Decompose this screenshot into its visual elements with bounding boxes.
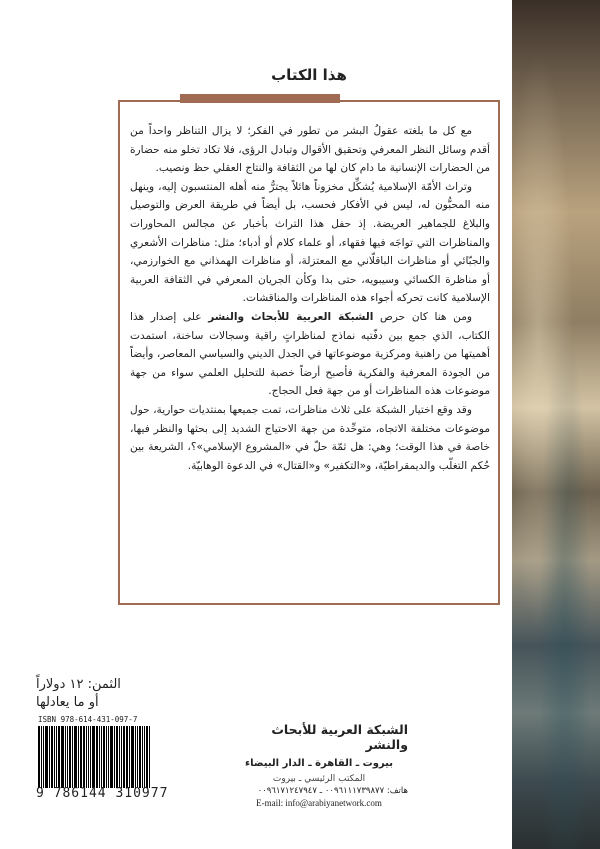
- isbn: ISBN 978-614-431-097-7: [38, 715, 138, 724]
- publisher-office: المكتب الرئيسي ـ بيروت: [272, 774, 366, 784]
- barcode-bar: [49, 726, 50, 788]
- barcode-bar: [83, 726, 85, 788]
- barcode: [38, 726, 174, 788]
- paragraph: وقد وقع اختيار الشبكة على ثلاث مناظرات، تمت جميعها بمنتديات حوارية، حول موضوعات مختلفة الاتجاه، متوحِّدة من جهة الاحتياج الشديد إلى بحثها والنظر فيها، خاصة في هذا الوقت؛ وهي: هل ثمّة حلّ في «المشروع الإسلامي»؟، الشريعة بين حُكم التغلّب والديمقراطيّة، و«التكفير» و«القتال» في الدعوة الوهابيّة.: [130, 403, 490, 472]
- barcode-bar: [74, 726, 77, 788]
- barcode-bar: [56, 726, 57, 788]
- barcode-bar: [139, 726, 141, 788]
- publisher-name: الشبكة العربية للأبحاث والنشر: [271, 722, 408, 752]
- barcode-bar: [146, 726, 148, 788]
- barcode-bar: [110, 726, 113, 788]
- barcode-bar: [78, 726, 79, 788]
- barcode-bar: [90, 726, 91, 788]
- barcode-bar: [116, 726, 118, 788]
- barcode-bar: [65, 726, 66, 788]
- paragraph: مع كل ما بلغته عقولُ البشر من تطور في الفكر؛ لا يزال التناظر واحداً من أقدم وسائل النظر المعرفي وتحقيق الأقوال وتبادل الرؤى، فلا تكاد تخلو منه حضارة من الحضارات الإنسانية ما دام كان لها من الثقافة والنتاج العقلي حظ ونصيب.: [130, 125, 490, 175]
- barcode-bar: [51, 726, 53, 788]
- barcode-bar: [108, 726, 109, 788]
- barcode-bar: [69, 726, 71, 788]
- barcode-bar: [144, 726, 145, 788]
- paragraph: وتراث الأمّة الإسلامية يُشكِّل مخزوناً هائلاً يجترُّ منه أهله المنتسبون إليه، وينهل منه المحبُّون له، ليس في الأفكار فحسب، بل أيضاً في طريقة العرض والتوصيل والبلاغ للجماهير العريضة. إذ حفل هذا التراث بأخبار عن مجالس المحاورات والمناظرات التي تواجَه فيها فقهاء، أو علماء كلام أو أدباء؛ مثل: مناظرات الأشعري والجبّائي أو مناظرات الباقلّاني مع المعتزلة، أو مناظرات الهمذاني مع الخوارزمي، أو مناظرة الكسائي وسيبويه، حتى بدا وكأن الجريان المعرفي في الثقافة العربية الإسلامية كانت تحركه أجواء هذه المناظرات والمناقشات.: [130, 180, 490, 305]
- barcode-bar: [58, 726, 60, 788]
- barcode-bar: [106, 726, 107, 788]
- barcode-bar: [72, 726, 73, 788]
- publisher-phone: هاتف: ٠٠٩٦١١١٧٣٩٨٧٧ ـ ٠٠٩٦١٧١٢٤٧٩٤٧: [257, 786, 408, 796]
- barcode-bar: [129, 726, 130, 788]
- price: [36, 676, 166, 712]
- text: على إصدار: [150, 310, 202, 323]
- barcode-bar: [45, 726, 48, 788]
- barcode-bar: [126, 726, 128, 788]
- barcode-bar: [149, 726, 150, 788]
- barcode-bar: [61, 726, 64, 788]
- text: ومن هنا كان حرص: [380, 310, 472, 323]
- publisher-email: E-mail: info@arabiyanetwork.com: [256, 798, 382, 808]
- barcode-bar: [114, 726, 115, 788]
- barcode-bar: [119, 726, 120, 788]
- publisher-mention: الشبكة العربية للأبحاث والنشر: [208, 310, 374, 323]
- barcode-bar: [86, 726, 87, 788]
- barcode-bar: [121, 726, 122, 788]
- barcode-bar: [135, 726, 136, 788]
- cover-artwork-strip: [512, 0, 600, 849]
- barcode-number: 9 786144 310977: [36, 786, 169, 801]
- barcode-bar: [38, 726, 40, 788]
- barcode-bar: [80, 726, 82, 788]
- blurb-text: [130, 122, 490, 475]
- barcode-bar: [92, 726, 95, 788]
- barcode-bar: [88, 726, 89, 788]
- barcode-bar: [96, 726, 98, 788]
- publisher-block: [230, 722, 408, 808]
- barcode-bar: [99, 726, 100, 788]
- title-accent-bar: [180, 94, 340, 103]
- price-amount: الثمن: ١٢ دولاراً: [36, 677, 121, 692]
- barcode-bar: [103, 726, 105, 788]
- barcode-bar: [101, 726, 102, 788]
- paragraph: [130, 308, 490, 401]
- barcode-bar: [67, 726, 68, 788]
- section-title: هذا الكتاب: [271, 66, 347, 84]
- price-equivalent: أو ما يعادلها: [36, 695, 99, 710]
- barcode-bar: [41, 726, 42, 788]
- barcode-bar: [43, 726, 44, 788]
- barcode-bar: [123, 726, 125, 788]
- text: هذا الكتاب، الذي جمع بين دفّتيه نماذج لمناظراتٍ راقية وسجالات ساخنة، استمدت أهميتها من راهنية ومركزية موضوعاتها في الجدل الديني والسياسي المعاصر، وأيضاً من الجودة المعرفية والفكرية فأصبح أرضاً خصبة للتحليل العلمي سواء من جهة موضوعات هذه المناظرات أو من جهة فعل الحجاج.: [130, 310, 490, 398]
- barcode-bar: [142, 726, 143, 788]
- barcode-bar: [131, 726, 134, 788]
- barcode-bar: [54, 726, 55, 788]
- barcode-bar: [137, 726, 138, 788]
- publisher-cities: بيروت ـ القاهرة ـ الدار البيضاء: [245, 758, 393, 769]
